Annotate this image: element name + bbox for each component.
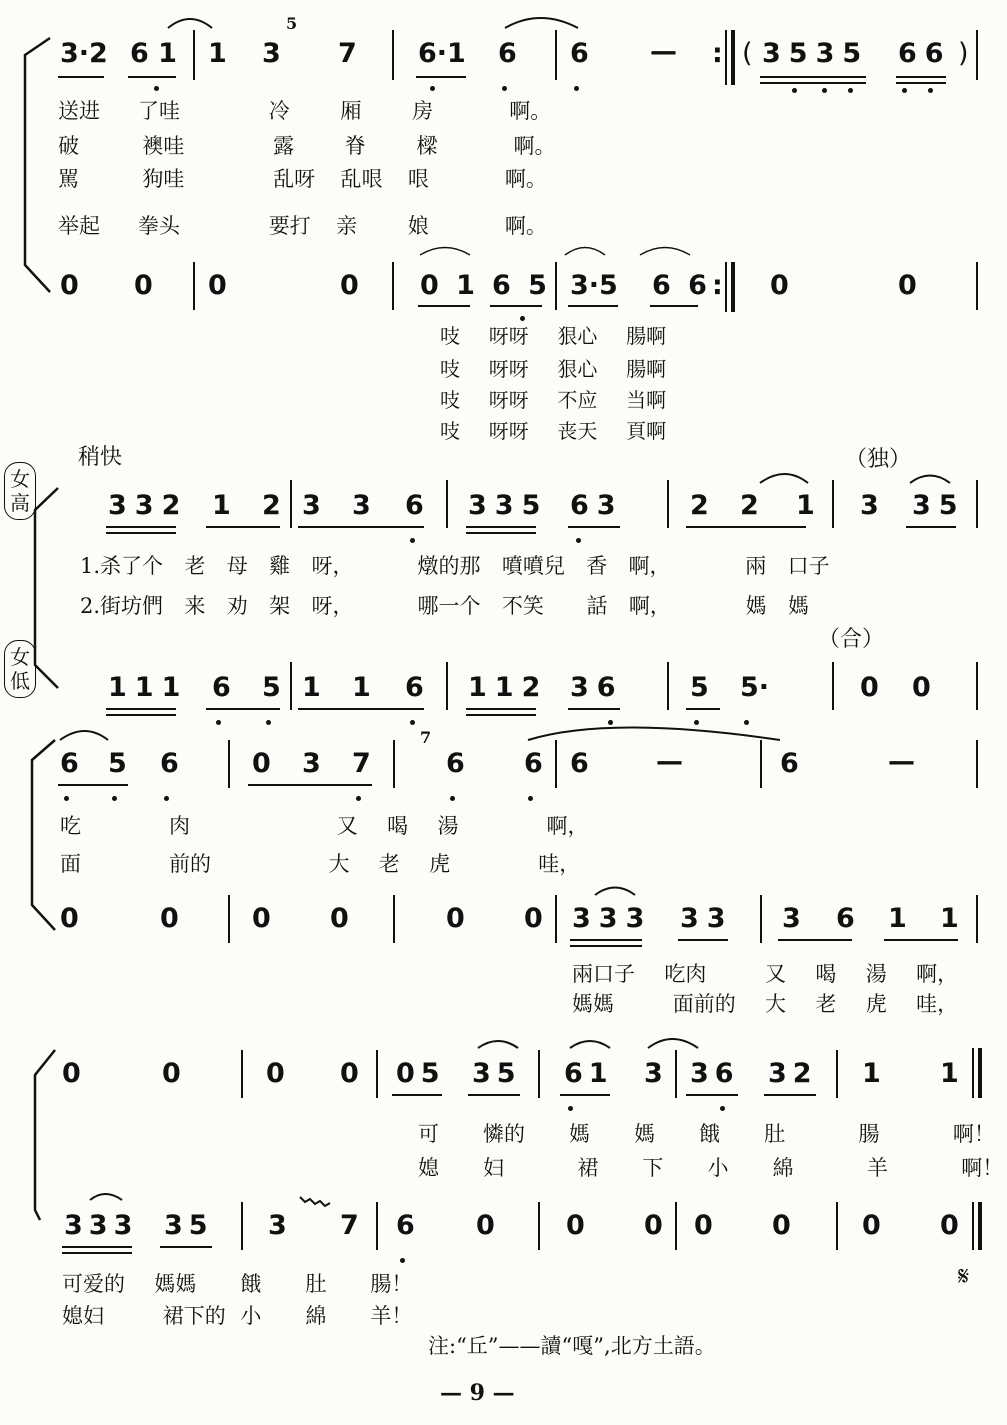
footnote: 注:“丘”——讀“嘎”,北方土語。 [428,1334,716,1358]
s4-low-7: 7 [340,1210,359,1241]
low-note-66: 6 6 [652,270,711,301]
s4-low-0c: 0 [644,1210,663,1241]
s2-low-0a: 0 [860,672,879,703]
s2-note-3b: 3 [352,490,371,521]
tempo-marking: 稍快 [78,445,123,470]
s4-low-333: 333 [64,1210,139,1241]
s2-note-335: 335 [468,490,549,521]
s4-low-0g: 0 [940,1210,959,1241]
s3-low-33: 33 [680,903,734,934]
s3-note-6: 6 [60,748,79,779]
s2-note-3: 3 [302,490,321,521]
s4-lyric-2: 媳 妇 裙 下 小 綿 羊 啊！ [418,1156,1004,1180]
voice-label-low: 女低 [4,640,36,698]
grace-note-5: 5 [286,14,298,33]
note-3-2: 3·2 [60,38,108,69]
s4-low-lyric-2: 媳妇 裙下的 小 綿 羊！ [62,1304,413,1328]
paren-close: ) [958,38,969,69]
low-lyric-3: 吱 呀呀 不应 当啊 [440,388,667,412]
s2-note-35: 35 [912,490,966,521]
system1-bracket [25,38,50,292]
s2-note-3c: 3 [860,490,879,521]
solo-marking: （独） [845,447,912,472]
s4-note-32: 32 [768,1058,818,1089]
paren-open: ( [742,38,753,69]
s3-low-0a: 0 [60,903,79,934]
s2-note-2b: 2 [690,490,709,521]
s4-note-1: 1 [862,1058,881,1089]
s4-note-3: 3 [644,1058,663,1089]
s4-note-1b: 1 [940,1058,959,1089]
s2-note-1b: 1 [796,490,815,521]
s3-low-0d: 0 [330,903,349,934]
s3-note-6d: 6 [524,748,543,779]
s2-low-112: 112 [468,672,549,703]
s3-low-lyric-2: 媽媽 面前的 大 老 虎 哇， [572,992,959,1016]
s3-low-333: 333 [572,903,653,934]
repeat-colon: : [712,38,723,69]
s3-low-0b: 0 [160,903,179,934]
s3-low-1: 1 [888,903,907,934]
chorus-marking: （合） [818,627,885,652]
low-note-0b: 0 [134,270,153,301]
lyric-line-2: 破 襖哇 露 脊 樑 啊。 [58,134,556,158]
s4-low-0e: 0 [772,1210,791,1241]
s4-note-36: 36 [690,1058,740,1089]
s4-low-6: 6 [396,1210,415,1241]
s4-note-0b: 0 [162,1058,181,1089]
note-1: 1 [208,38,227,69]
s4-note-61: 61 [564,1058,614,1089]
note-3: 3 [262,38,281,69]
note-3535: 3535 [762,38,870,69]
low-lyric-2: 吱 呀呀 狠心 腸啊 [440,357,667,381]
note-6-1: 6 1 [130,38,177,69]
s4-low-0f: 0 [862,1210,881,1241]
s3-note-6b: 6 [160,748,179,779]
s4-low-35: 35 [164,1210,214,1241]
s3-low-0c: 0 [252,903,271,934]
s4-low-lyric-1: 可爱的 媽媽 餓 肚 腸！ [62,1272,413,1296]
low-repeat-colon: : [712,270,723,301]
s3-lyric-1: 吃 肉 又 喝 湯 啊， [60,814,589,838]
s4-low-0a: 0 [476,1210,495,1241]
s3-note-3: 3 [302,748,321,779]
system4-bracket [35,1050,55,1220]
s3-note-0: 0 [252,748,271,779]
s3-low-0f: 0 [524,903,543,934]
s3-dash-2: — [888,746,915,777]
s2-note-1: 1 [212,490,231,521]
s3-low-1b: 1 [940,903,959,934]
low-note-01: 0 1 [420,270,479,301]
s2-note-2: 2 [262,490,281,521]
low-note-0d: 0 [340,270,359,301]
page-number: — 9 — [440,1380,515,1406]
s2-lyric-1: 1.杀了个 老 母 雞 呀， 燉的那 噴噴兒 香 啊， 兩 口子 [80,554,830,578]
lyric-line-1: 送进 了哇 冷 厢 房 啊。 [58,99,552,123]
note-6: 6 [498,38,517,69]
s2-low-5: 5 [262,672,281,703]
s3-note-7: 7 [352,748,371,779]
low-note-0f: 0 [898,270,917,301]
s4-note-0d: 0 [340,1058,359,1089]
dash: — [650,36,677,67]
s4-lyric-1: 可 憐的 媽 媽 餓 肚 腸 啊！ [418,1122,995,1146]
s2-note-332: 332 [108,490,189,521]
s4-note-05: 05 [396,1058,446,1089]
s3-low-3: 3 [782,903,801,934]
system2-bracket [35,488,58,688]
s3-dash-1: — [656,746,683,777]
low-note-0a: 0 [60,270,79,301]
low-note-65: 6 5 [492,270,551,301]
grace-note-7: 7 [420,728,432,747]
s3-lyric-2: 面 前的 大 老 虎 哇， [60,852,581,876]
low-lyric-1: 吱 呀呀 狠心 腸啊 [440,324,667,348]
s3-note-6f: 6 [780,748,799,779]
note-7: 7 [338,38,357,69]
s3-low-0e: 0 [446,903,465,934]
s2-low-5b: 5 [690,672,709,703]
s2-low-6: 6 [212,672,231,703]
system3-bracket [32,740,55,930]
s4-low-0b: 0 [566,1210,585,1241]
s3-low-6: 6 [836,903,855,934]
s4-low-0d: 0 [694,1210,713,1241]
low-note-3-5: 3·5 [570,270,618,301]
segno-sign: 𝄋 [958,1262,970,1292]
note-6-1b: 6·1 [418,38,466,69]
s2-low-5c: 5· [740,672,770,703]
s4-note-35: 35 [472,1058,522,1089]
s2-note-6: 6 [405,490,424,521]
s4-note-0a: 0 [62,1058,81,1089]
s4-low-3: 3 [268,1210,287,1241]
s2-low-1: 1 [302,672,321,703]
note-6b: 6 [570,38,589,69]
s3-low-lyric-1: 兩口子 吃肉 又 喝 湯 啊， [572,962,959,986]
s2-low-36: 36 [570,672,624,703]
low-note-0e: 0 [770,270,789,301]
lyric-line-4: 举起 拳头 要打 亲 娘 啊。 [58,214,547,238]
s3-note-6c: 6 [446,748,465,779]
s2-note-2c: 2 [740,490,759,521]
s2-lyric-2: 2.街坊們 来 劝 架 呀， 哪一个 不笑 話 啊， 媽 媽 [80,594,809,618]
lyric-line-3: 駡 狗哇 乱呀 乱哏 哏 啊。 [58,167,547,191]
voice-label-high: 女高 [4,462,36,520]
s4-note-0c: 0 [266,1058,285,1089]
s3-note-5: 5 [108,748,127,779]
s2-note-63: 63 [570,490,624,521]
s2-low-111: 111 [108,672,189,703]
s2-low-0b: 0 [912,672,931,703]
note-66: 66 [898,38,952,69]
low-lyric-4: 吱 呀呀 丧天 頁啊 [440,419,667,443]
s2-low-6b: 6 [405,672,424,703]
s3-note-6e: 6 [570,748,589,779]
s2-low-1b: 1 [352,672,371,703]
low-note-0c: 0 [208,270,227,301]
